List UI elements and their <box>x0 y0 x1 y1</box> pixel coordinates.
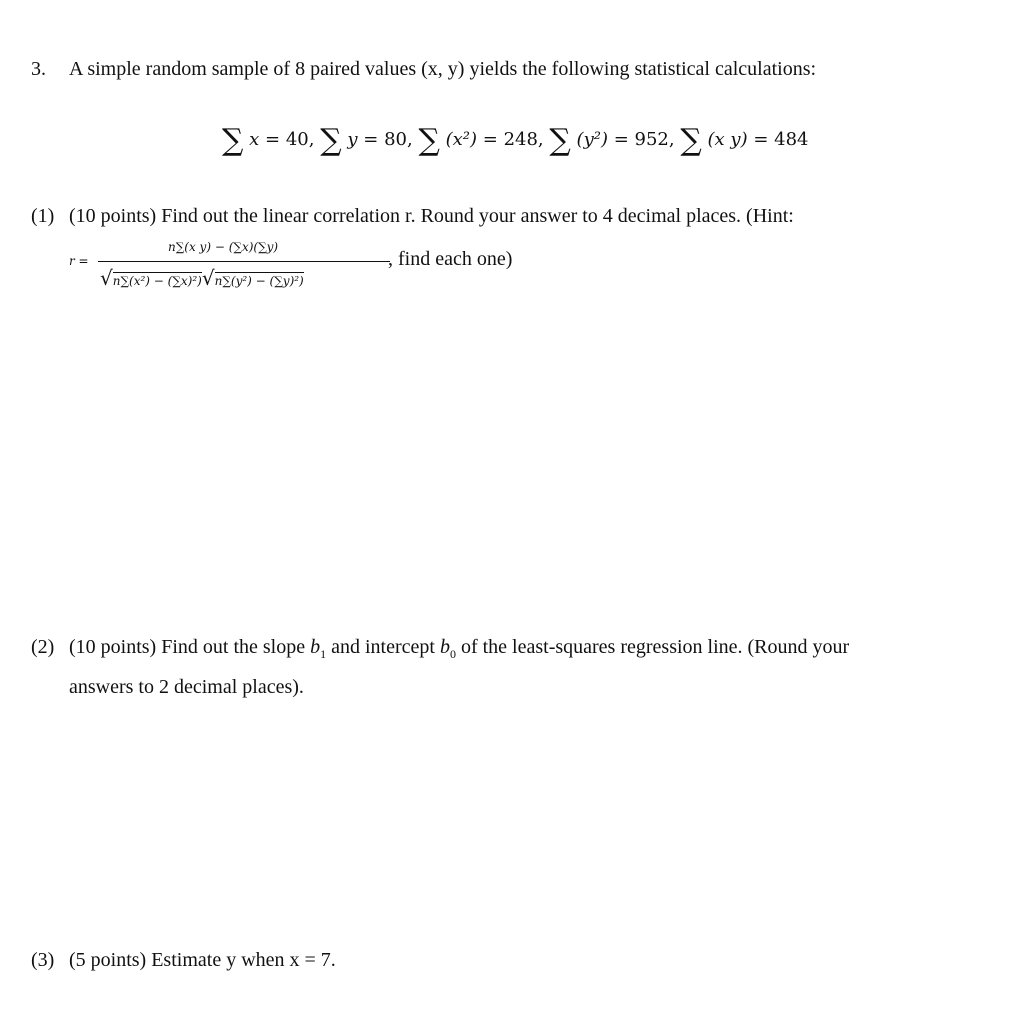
given-sums <box>222 123 809 158</box>
part-2-line-1 <box>69 636 849 662</box>
part-2-text-end: of the least-squares regression line. (Round your <box>460 636 850 658</box>
sum-xy-value: = 484 <box>753 129 809 150</box>
slope-symbol: $b_1$ <box>310 636 327 661</box>
part-1-hint-suffix: , find each one) <box>388 248 513 270</box>
part-2-text-start: (10 points) Find out the slope <box>69 636 306 658</box>
sigma-icon: ∑ <box>680 123 702 158</box>
denominator-right: n∑(y²) − (∑y)²) <box>214 274 304 288</box>
question-number: 3. <box>31 58 46 80</box>
sigma-icon: ∑ <box>549 123 571 158</box>
formula-lhs: r = <box>69 254 89 268</box>
sum-x2-label: (x²) <box>445 129 478 150</box>
part-1-label: (1) <box>31 205 55 227</box>
fraction-bar <box>98 261 390 262</box>
formula-denominator <box>100 266 304 290</box>
sum-y2-label: (y²) <box>576 129 608 150</box>
sum-x2-value: = 248, <box>482 129 544 150</box>
question-prompt: A simple random sample of 8 paired values (x, y) yields the following statistical calculations: <box>69 58 817 80</box>
sum-x-label: x <box>249 129 260 150</box>
part-3-label: (3) <box>31 949 55 971</box>
formula-numerator: n∑(x y) − (∑x)(∑y) <box>168 240 279 254</box>
part-2-line-2: answers to 2 decimal places). <box>69 676 304 698</box>
sigma-icon: ∑ <box>418 123 440 158</box>
part-1-text: (10 points) Find out the linear correlation r. Round your answer to 4 decimal places. (Hint: <box>69 205 794 227</box>
sum-xy-label: (x y) <box>707 129 748 150</box>
part-2-label: (2) <box>31 636 55 658</box>
intercept-symbol: $b_0$ <box>439 636 456 661</box>
sum-y-label: y <box>347 129 358 150</box>
denominator-left: n∑(x²) − (∑x)²) <box>112 274 202 288</box>
part-3-text: (5 points) Estimate y when x = 7. <box>69 949 336 971</box>
sum-x-value: = 40, <box>265 129 315 150</box>
sqrt-icon: √ <box>100 266 113 290</box>
sum-y-value: = 80, <box>363 129 413 150</box>
part-2-text-mid: and intercept <box>331 636 435 658</box>
sqrt-icon: √ <box>201 266 215 290</box>
sum-y2-value: = 952, <box>613 129 675 150</box>
sigma-icon: ∑ <box>320 123 342 158</box>
sigma-icon: ∑ <box>222 123 244 158</box>
